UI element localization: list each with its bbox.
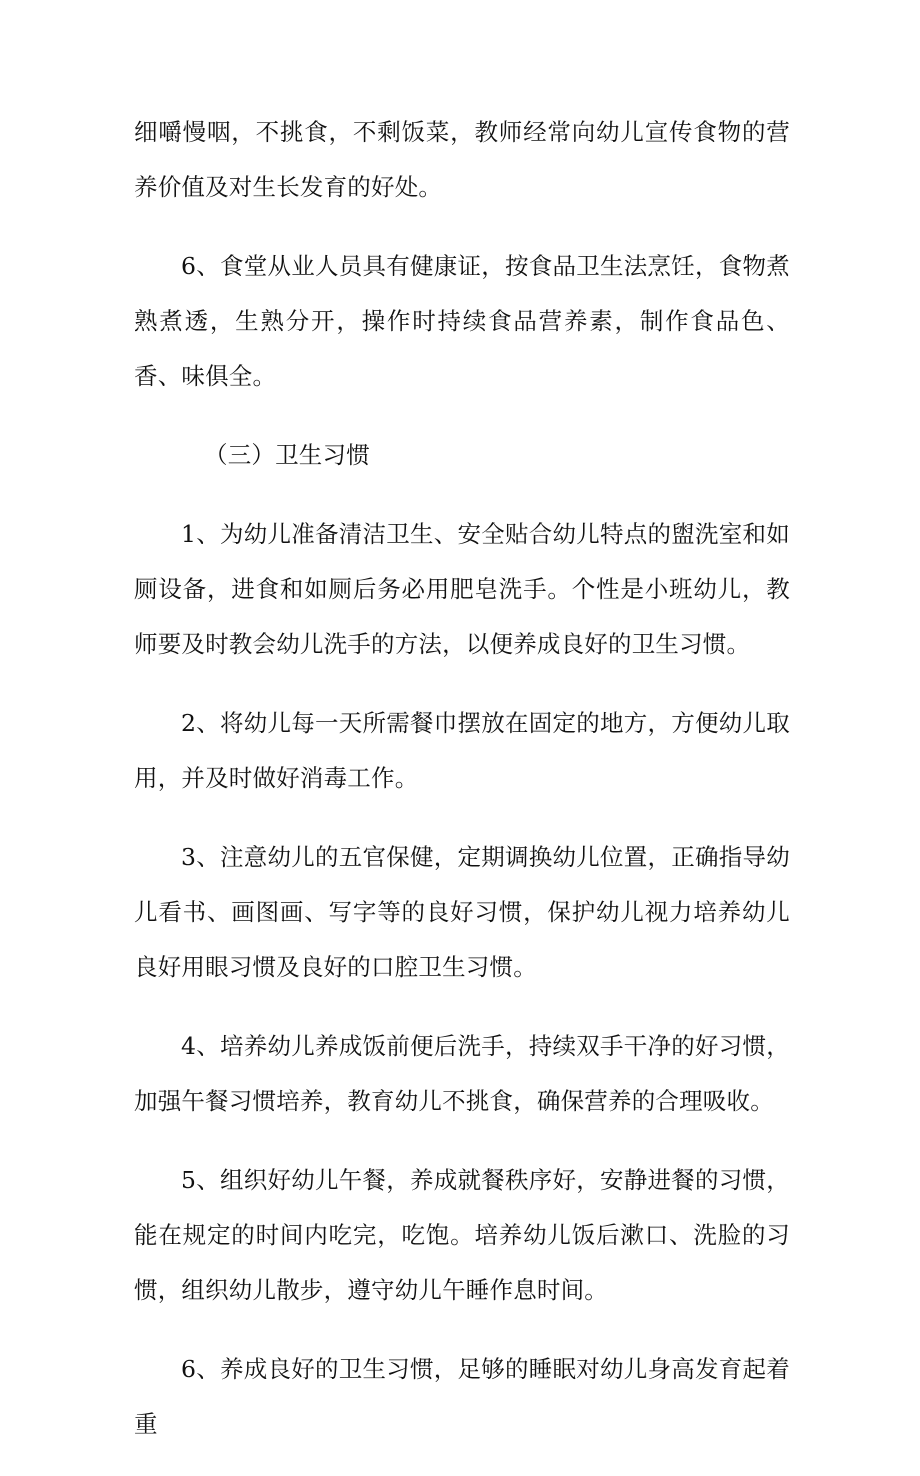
hygiene-item-1: 1、为幼儿准备清洁卫生、安全贴合幼儿特点的盥洗室和如厕设备，进食和如厕后务必用肥皂洗手。个性是小班幼儿，教师要及时教会幼儿洗手的方法，以便养成良好的卫生习惯。 <box>134 520 790 658</box>
paragraph-canteen-item-6: 6、食堂从业人员具有健康证，按食品卫生法烹饪，食物煮熟煮透，生熟分开，操作时持续食品营养素，制作食品色、香、味俱全。 <box>134 252 790 390</box>
hygiene-item-3: 3、注意幼儿的五官保健，定期调换幼儿位置，正确指导幼儿看书、画图画、写字等的良好习惯，保护幼儿视力培养幼儿良好用眼习惯及良好的口腔卫生习惯。 <box>134 843 790 981</box>
hygiene-item-6: 6、养成良好的卫生习惯，足够的睡眠对幼儿身高发育起着重 <box>134 1355 790 1438</box>
hygiene-item-5: 5、组织好幼儿午餐，养成就餐秩序好，安静进餐的习惯，能在规定的时间内吃完，吃饱。培养幼儿饭后漱口、洗脸的习惯，组织幼儿散步，遵守幼儿午睡作息时间。 <box>134 1166 790 1304</box>
section-heading-hygiene-habits: （三）卫生习惯 <box>204 441 370 469</box>
paragraph-continuation: 细嚼慢咽，不挑食，不剩饭菜，教师经常向幼儿宣传食物的营养价值及对生长发育的好处。 <box>134 118 790 201</box>
hygiene-item-4: 4、培养幼儿养成饭前便后洗手，持续双手干净的好习惯，加强午餐习惯培养，教育幼儿不挑食，确保营养的合理吸收。 <box>134 1032 790 1115</box>
hygiene-item-2: 2、将幼儿每一天所需餐巾摆放在固定的地方，方便幼儿取用，并及时做好消毒工作。 <box>134 709 790 792</box>
document-body <box>134 105 790 1476</box>
